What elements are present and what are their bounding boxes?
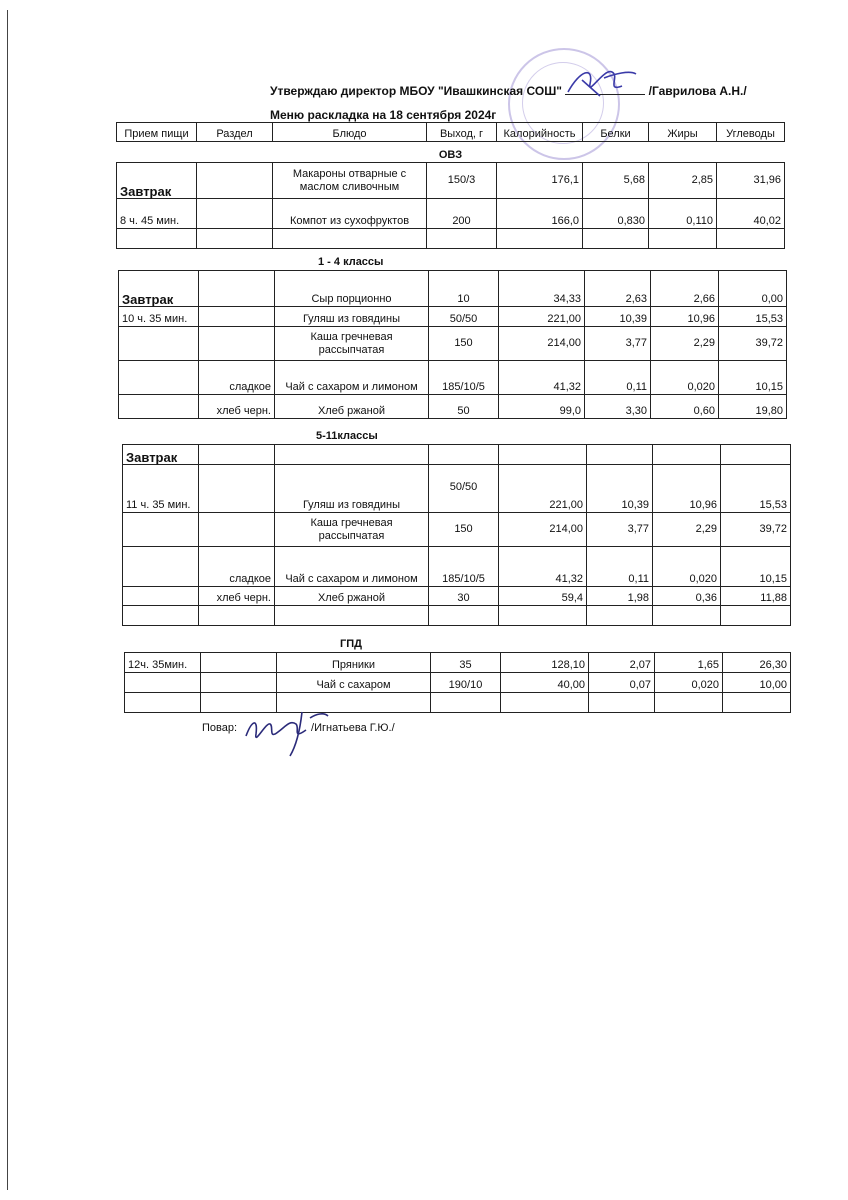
table-row-empty (125, 693, 791, 713)
col-meal: Прием пищи (117, 123, 197, 142)
output-cell: 50/50 (429, 465, 499, 513)
meal-cell (123, 587, 199, 606)
menu-table-grades-5-11 (122, 444, 791, 626)
section-cell: сладкое (199, 547, 275, 587)
meal-time: 8 ч. 45 мин. (117, 199, 197, 229)
section-title: ОВЗ (438, 149, 463, 161)
table-row (123, 513, 791, 547)
dish-cell: Чай с сахаром и лимоном (275, 361, 429, 395)
page-edge-line (7, 10, 8, 1190)
carbs-cell: 10,15 (721, 547, 791, 587)
kcal-cell: 59,4 (499, 587, 587, 606)
protein-cell: 0,07 (589, 673, 655, 693)
dish-cell: Пряники (277, 653, 431, 673)
cook-signature (240, 706, 330, 760)
section-cell (197, 199, 273, 229)
output-cell: 150/3 (427, 163, 497, 199)
kcal-cell: 41,32 (499, 361, 585, 395)
protein-cell: 3,30 (585, 395, 651, 419)
section-cell (201, 653, 277, 673)
section-cell (199, 513, 275, 547)
section-cell (201, 673, 277, 693)
cook-label: Повар: (202, 722, 238, 734)
output-cell: 50 (429, 395, 499, 419)
col-carbs: Углеводы (717, 123, 785, 142)
carbs-cell: 15,53 (719, 307, 787, 327)
protein-cell: 2,07 (589, 653, 655, 673)
protein-cell: 10,39 (587, 465, 653, 513)
kcal-cell: 41,32 (499, 547, 587, 587)
protein-cell: 10,39 (585, 307, 651, 327)
fat-cell: 0,020 (651, 361, 719, 395)
meal-name: Завтрак (119, 271, 199, 307)
col-section: Раздел (197, 123, 273, 142)
kcal-cell: 40,00 (501, 673, 589, 693)
output-cell: 10 (429, 271, 499, 307)
meal-cell (123, 513, 199, 547)
table-row (123, 547, 791, 587)
fat-cell: 0,020 (655, 673, 723, 693)
carbs-cell: 10,15 (719, 361, 787, 395)
section-title: ГПД (340, 638, 362, 650)
meal-cell (123, 547, 199, 587)
column-header-row (117, 123, 785, 142)
section-cell (197, 163, 273, 199)
col-fat: Жиры (649, 123, 717, 142)
section-cell: хлеб черн. (199, 587, 275, 606)
table-row (119, 361, 787, 395)
fat-cell: 2,85 (649, 163, 717, 199)
kcal-cell: 128,10 (501, 653, 589, 673)
kcal-cell: 99,0 (499, 395, 585, 419)
fat-cell: 0,110 (649, 199, 717, 229)
fat-cell: 10,96 (651, 307, 719, 327)
menu-table-grades-1-4 (118, 270, 787, 419)
dish-cell: Компот из сухофруктов (273, 199, 427, 229)
carbs-cell: 40,02 (717, 199, 785, 229)
fat-cell: 2,29 (651, 327, 719, 361)
output-cell: 185/10/5 (429, 361, 499, 395)
table-row (117, 163, 785, 199)
protein-cell: 5,68 (583, 163, 649, 199)
carbs-cell: 0,00 (719, 271, 787, 307)
cook-name: /Игнатьева Г.Ю./ (311, 722, 395, 734)
meal-name: Завтрак (117, 163, 197, 199)
output-cell: 150 (429, 513, 499, 547)
meal-time: 10 ч. 35 мин. (119, 307, 199, 327)
dish-cell: Сыр порционно (275, 271, 429, 307)
dish-cell: Чай с сахаром (277, 673, 431, 693)
carbs-cell: 11,88 (721, 587, 791, 606)
kcal-cell: 166,0 (497, 199, 583, 229)
dish-cell: Каша гречневая рассыпчатая (275, 513, 429, 547)
meal-name: Завтрак (123, 445, 199, 465)
output-cell: 30 (429, 587, 499, 606)
fat-cell: 10,96 (653, 465, 721, 513)
meal-time: 12ч. 35мин. (125, 653, 201, 673)
dish-cell: Хлеб ржаной (275, 587, 429, 606)
output-cell: 200 (427, 199, 497, 229)
output-cell: 190/10 (431, 673, 501, 693)
table-row (119, 327, 787, 361)
meal-cell (119, 395, 199, 419)
section-cell (199, 327, 275, 361)
col-kcal: Калорийность (497, 123, 583, 142)
section-title: 5-11классы (316, 430, 378, 442)
fat-cell: 2,66 (651, 271, 719, 307)
approval-text: Утверждаю директор МБОУ "Ивашкинская СОШ" (270, 84, 562, 98)
kcal-cell: 221,00 (499, 307, 585, 327)
output-cell: 50/50 (429, 307, 499, 327)
kcal-cell: 221,00 (499, 465, 587, 513)
carbs-cell: 15,53 (721, 465, 791, 513)
table-row (119, 395, 787, 419)
col-output: Выход, г (427, 123, 497, 142)
carbs-cell: 10,00 (723, 673, 791, 693)
carbs-cell: 19,80 (719, 395, 787, 419)
table-row (123, 465, 791, 513)
dish-cell: Макароны отварные с маслом сливочным (273, 163, 427, 199)
kcal-cell: 34,33 (499, 271, 585, 307)
output-cell: 150 (429, 327, 499, 361)
menu-table-gpd (124, 652, 791, 713)
fat-cell: 0,36 (653, 587, 721, 606)
meal-cell (119, 327, 199, 361)
section-cell: хлеб черн. (199, 395, 275, 419)
protein-cell: 0,11 (587, 547, 653, 587)
protein-cell: 2,63 (585, 271, 651, 307)
carbs-cell: 39,72 (721, 513, 791, 547)
menu-title: Меню раскладка на 18 сентября 2024г (270, 108, 497, 122)
table-row (119, 271, 787, 307)
fat-cell: 2,29 (653, 513, 721, 547)
meal-cell (125, 673, 201, 693)
output-cell: 35 (431, 653, 501, 673)
dish-cell: Гуляш из говядины (275, 465, 429, 513)
dish-cell: Каша гречневая рассыпчатая (275, 327, 429, 361)
table-row-empty (123, 606, 791, 626)
menu-table-ovz (116, 122, 785, 249)
section-title: 1 - 4 классы (318, 256, 384, 268)
col-dish: Блюдо (273, 123, 427, 142)
col-protein: Белки (583, 123, 649, 142)
fat-cell: 0,60 (651, 395, 719, 419)
fat-cell: 1,65 (655, 653, 723, 673)
protein-cell: 3,77 (587, 513, 653, 547)
approval-line (270, 84, 747, 98)
carbs-cell: 39,72 (719, 327, 787, 361)
protein-cell: 0,830 (583, 199, 649, 229)
protein-cell: 0,11 (585, 361, 651, 395)
table-row (123, 445, 791, 465)
table-row-empty (117, 229, 785, 249)
carbs-cell: 31,96 (717, 163, 785, 199)
protein-cell: 3,77 (585, 327, 651, 361)
director-name: /Гаврилова А.Н./ (648, 84, 747, 98)
director-signature (560, 62, 640, 108)
dish-cell: Чай с сахаром и лимоном (275, 547, 429, 587)
kcal-cell: 214,00 (499, 327, 585, 361)
table-row (125, 653, 791, 673)
meal-cell (119, 361, 199, 395)
meal-time: 11 ч. 35 мин. (123, 465, 199, 513)
kcal-cell: 176,1 (497, 163, 583, 199)
section-cell (199, 271, 275, 307)
table-row (123, 587, 791, 606)
protein-cell: 1,98 (587, 587, 653, 606)
section-cell: сладкое (199, 361, 275, 395)
table-row (119, 307, 787, 327)
section-cell (199, 465, 275, 513)
carbs-cell: 26,30 (723, 653, 791, 673)
dish-cell: Гуляш из говядины (275, 307, 429, 327)
kcal-cell: 214,00 (499, 513, 587, 547)
output-cell: 185/10/5 (429, 547, 499, 587)
section-cell (199, 307, 275, 327)
table-row (125, 673, 791, 693)
dish-cell: Хлеб ржаной (275, 395, 429, 419)
table-row (117, 199, 785, 229)
fat-cell: 0,020 (653, 547, 721, 587)
